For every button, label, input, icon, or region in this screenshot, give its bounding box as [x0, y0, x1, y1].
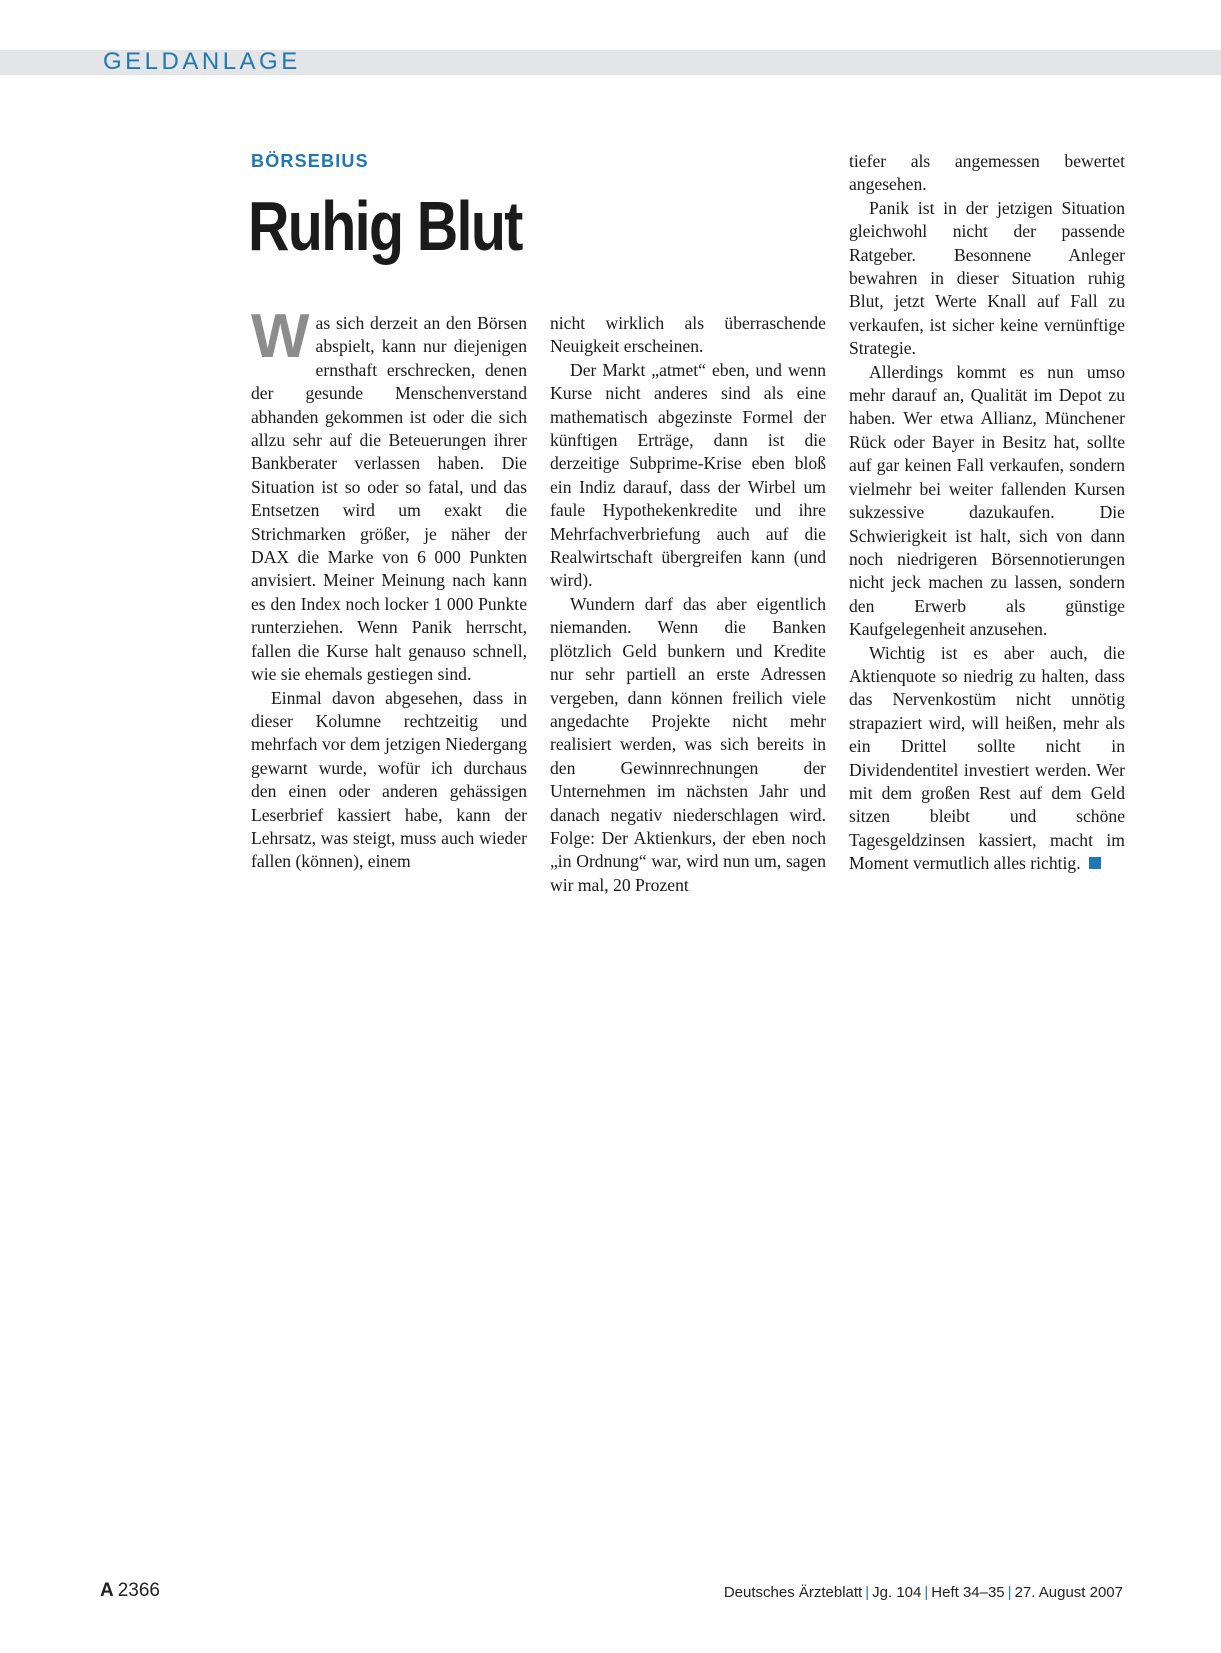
article-paragraph: Wundern darf das aber eigentlich niemanden. Wenn die Banken plötzlich Geld bunkern und Kredite nur sehr partiell an erste Adressen vergeben, dann können freilich viele angedachte Projekte nicht mehr realisiert werden, was sich bereits in den Gewinnrechnungen der Unternehmen im nächsten Jahr und danach negativ niederschlagen wird. Folge: Der Aktienkurs, der eben noch „in Ordnung“ war, wird nun um, sagen wir mal, 20 Prozent — [550, 593, 826, 895]
volume: Jg. 104 — [872, 1584, 922, 1601]
article-headline: Ruhig Blut — [248, 187, 522, 265]
article-paragraph — [251, 302, 527, 687]
article-column-3 — [849, 150, 1125, 876]
end-square-icon — [1089, 857, 1101, 869]
column-kicker: BÖRSEBIUS — [251, 151, 369, 171]
article-paragraph — [849, 642, 1125, 876]
journal-name: Deutsches Ärzteblatt — [723, 1584, 863, 1601]
page-prefix: A — [100, 1580, 114, 1601]
article-paragraph: nicht wirklich als überraschende Neuigkeit erscheinen. — [550, 313, 826, 357]
separator-bar: | — [924, 1584, 929, 1601]
issue-date: 27. August 2007 — [1014, 1584, 1123, 1601]
article-paragraph: Panik ist in der jetzigen Situation gleichwohl nicht der passende Ratgeber. Besonnene Anleger bewahren in dieser Situation ruhig Blut, jetzt Werte Knall auf Fall zu verkaufen, ist sicher keine vernünftige Strategie. — [849, 197, 1125, 359]
paragraph-text: as sich derzeit an den Börsen abspielt, kann nur diejenigen ernsthaft erschrecken, denen der gesunde Menschenverstand abhanden gekommen ist oder die sich allzu sehr auf die Beteuerungen ihrer Bankberater verlassen haben. Die Situation ist so oder so fatal, und das Entsetzen wird um exakt die Strichmarken größer, je näher der DAX die Marke von 6 000 Punkten anvisiert. Meiner Meinung nach kann es den Index noch locker 1 000 Punkte runterziehen. Wenn Panik herrscht, fallen die Kurse halt genauso schnell, wie sie ehemals gestiegen sind. — [251, 313, 527, 685]
article-paragraph: tiefer als angemessen bewertet angesehen. — [849, 151, 1125, 195]
article-paragraph: Der Markt „atmet“ eben, und wenn Kurse nicht anderes sind als eine mathematisch abgezinste Formel der künftigen Erträge, dann ist die derzeitige Subprime-Krise eben bloß ein Indiz darauf, dass der Wirbel um faule Hypothekenkredite und ihre Mehrfachverbriefung auch auf die Realwirtschaft übergreifen kann (und wird). — [550, 359, 826, 591]
separator-bar: | — [865, 1584, 870, 1601]
article-paragraph: Einmal davon abgesehen, dass in dieser Kolumne rechtzeitig und mehrfach vor dem jetzigen Niedergang gewarnt wurde, wofür ich durchaus den einen oder anderen gehässigen Leserbrief kassiert habe, kann der Lehrsatz, was steigt, muss auch wieder fallen (können), einem — [251, 687, 527, 872]
issue: Heft 34–35 — [931, 1584, 1005, 1601]
article-paragraph: Allerdings kommt es nun umso mehr darauf an, Qualität im Depot zu haben. Wer etwa Allianz, Münchener Rück oder Bayer in Besitz hat, sollte auf gar keinen Fall verkaufen, sondern vielmehr bei weiter fallenden Kursen sukzessive dazukaufen. Die Schwierigkeit ist halt, sich von dann noch niedrigeren Börsennotierungen nicht jeck machen zu lassen, sondern den Erwerb als günstige Kaufgelegenheit anzusehen. — [849, 361, 1125, 640]
separator-bar: | — [1007, 1584, 1012, 1601]
section-label: GELDANLAGE — [103, 48, 301, 75]
paragraph-text: Wichtig ist es aber auch, die Aktienquote so niedrig zu halten, dass das Nervenkostüm nicht unnötig strapaziert wird, will heißen, mehr als ein Drittel sollte nicht in Dividendentitel investiert werden. Wer mit dem großen Rest auf dem Geld sitzen bleibt und schöne Tagesgeldzinsen kassiert, macht im Moment vermutlich alles richtig. — [849, 642, 1125, 874]
drop-cap: W — [251, 302, 310, 371]
article-column-1 — [251, 302, 527, 874]
publication-info — [724, 1584, 1123, 1601]
page-number-value: 2366 — [117, 1580, 161, 1601]
article-column-2 — [550, 312, 826, 897]
page-number — [100, 1580, 160, 1602]
